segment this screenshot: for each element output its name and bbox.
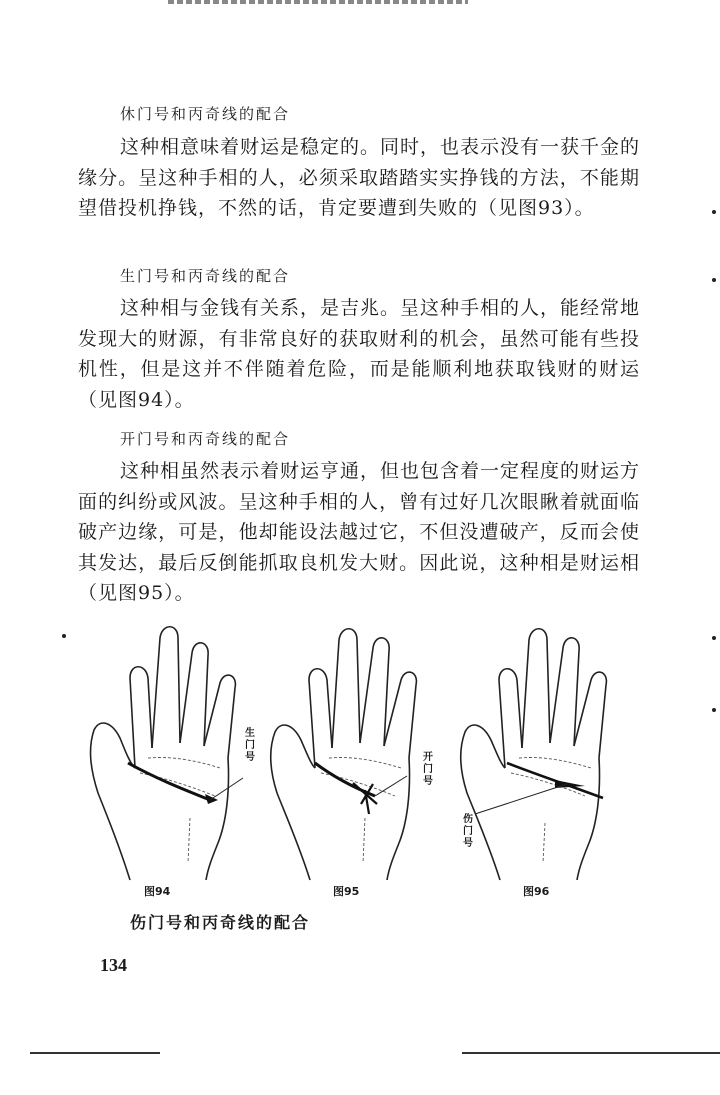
palm-illustration: [80, 618, 270, 888]
figure-caption: 图96: [523, 885, 550, 898]
scan-artifact-top: [168, 0, 468, 4]
figure-95: [265, 618, 455, 908]
line-label: 生门号: [245, 728, 255, 763]
section-heading: 生门号和丙奇线的配合: [120, 267, 291, 285]
figure-caption: 图94: [144, 885, 171, 898]
figure-94: [80, 618, 270, 908]
section-paragraph: 这种相意味着财运是稳定的。同时，也表示没有一获千金的缘分。呈这种手相的人，必须采取踏踏实实挣钱的方法，不能期望借投机挣钱，不然的话，肯定要遭到失败的（见图93）。: [78, 136, 641, 219]
section-heading: 开门号和丙奇线的配合: [120, 430, 291, 448]
section-heading: 休门号和丙奇线的配合: [120, 105, 291, 123]
section-paragraph: 这种相与金钱有关系，是吉兆。呈这种手相的人，能经常地发现大的财源，有非常良好的获取财利的机会，虽然可能有些投机性，但是这并不伴随着危险，而是能顺利地获取钱财的财运（见图94）。: [78, 297, 641, 411]
scan-speck: [712, 708, 716, 712]
palm-illustration: [455, 618, 645, 888]
figure-caption: 图95: [333, 885, 360, 898]
line-label: 伤门号: [463, 814, 473, 849]
scan-speck: [712, 210, 716, 214]
figure-96: [455, 618, 645, 908]
figure-group-caption: 伤门号和丙奇线的配合: [130, 913, 311, 932]
section-paragraph: 这种相虽然表示着财运亨通，但也包含着一定程度的财运方面的纠纷或风波。呈这种手相的人，曾有过好几次眼瞅着就面临破产边缘，可是，他却能设法越过它，不但没遭破产，反而会使其发达，最后反倒能抓取良机发大财。因此说，这种相是财运相（见图95）。: [78, 460, 641, 604]
scan-speck: [712, 278, 716, 282]
line-label: 开门号: [423, 752, 433, 787]
scan-speck: [62, 634, 66, 638]
scan-artifact-bottom: [30, 1052, 160, 1054]
scan-speck: [712, 636, 716, 640]
scan-artifact-bottom: [462, 1052, 720, 1054]
palm-figures: [80, 618, 640, 908]
page-number: 134: [100, 955, 127, 975]
